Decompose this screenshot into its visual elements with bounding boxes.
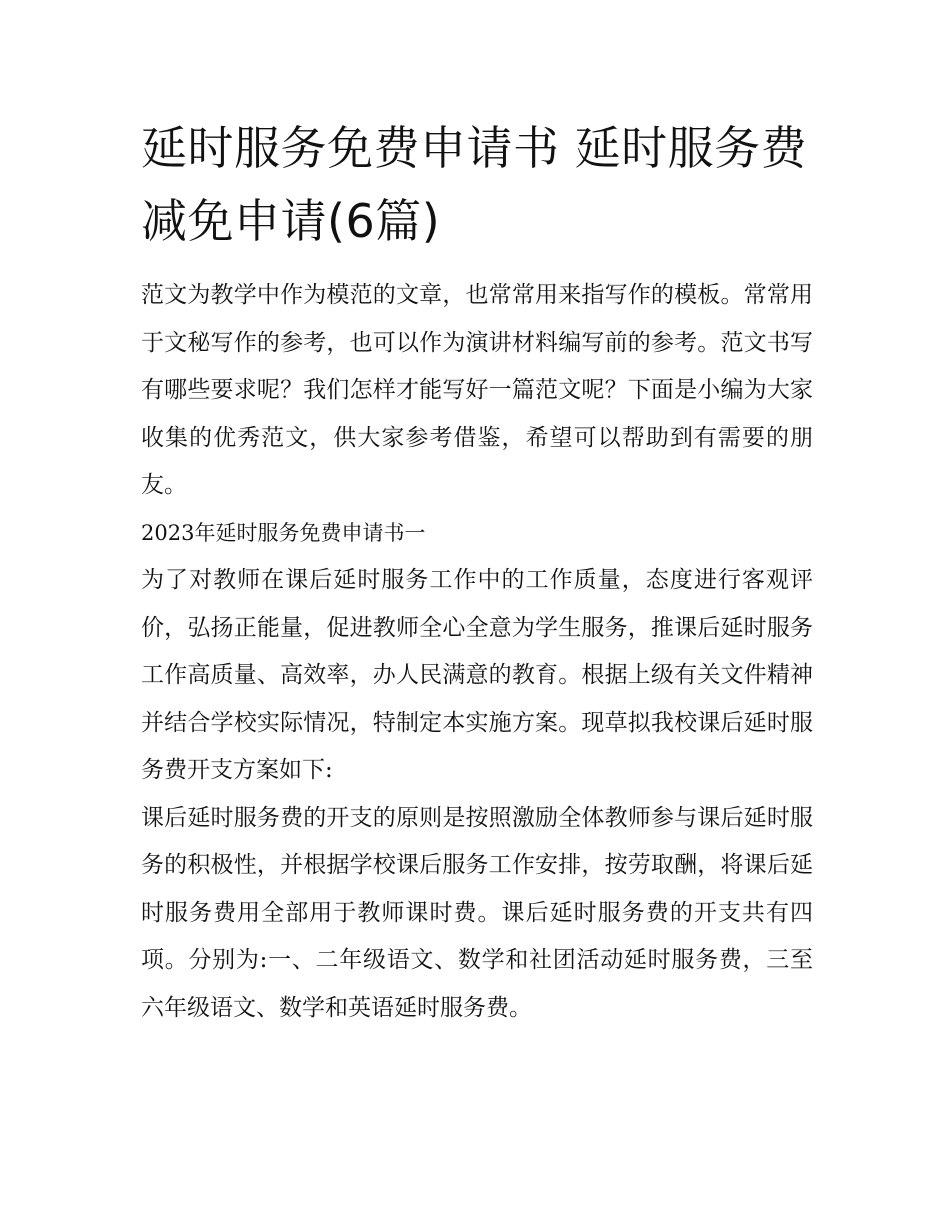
section-heading: 2023年延时服务免费申请书一 — [141, 520, 426, 545]
intro-paragraph: 范文为教学中作为模范的文章，也常常用来指写作的模板。常常用于文秘写作的参考，也可以作为演讲材料编写前的参考。范文书写有哪些要求呢？我们怎样才能写好一篇范文呢？下面是小编为大家收集的优秀范文，供大家参考借鉴，希望可以帮助到有需要的朋友。 — [141, 282, 813, 498]
body-paragraph-2: 课后延时服务费的开支的原则是按照激励全体教师参与课后延时服务的积极性，并根据学校课后服务工作安排，按劳取酬，将课后延时服务费用全部用于教师课时费。课后延时服务费的开支共有四项。分别为:一、二年级语文、数学和社团活动延时服务费，三至六年级语文、数学和英语延时服务费。 — [141, 804, 813, 1021]
document-page — [141, 112, 813, 1032]
document-title: 延时服务免费申请书 延时服务费减免申请(6篇) — [141, 121, 808, 248]
body-paragraph-1: 为了对教师在课后延时服务工作中的工作质量，态度进行客观评价，弘扬正能量，促进教师全心全意为学生服务，推课后延时服务工作高质量、高效率，办人民满意的教育。根据上级有关文件精神并结合学校实际情况，特制定本实施方案。现草拟我校课后延时服务费开支方案如下: — [141, 567, 813, 783]
